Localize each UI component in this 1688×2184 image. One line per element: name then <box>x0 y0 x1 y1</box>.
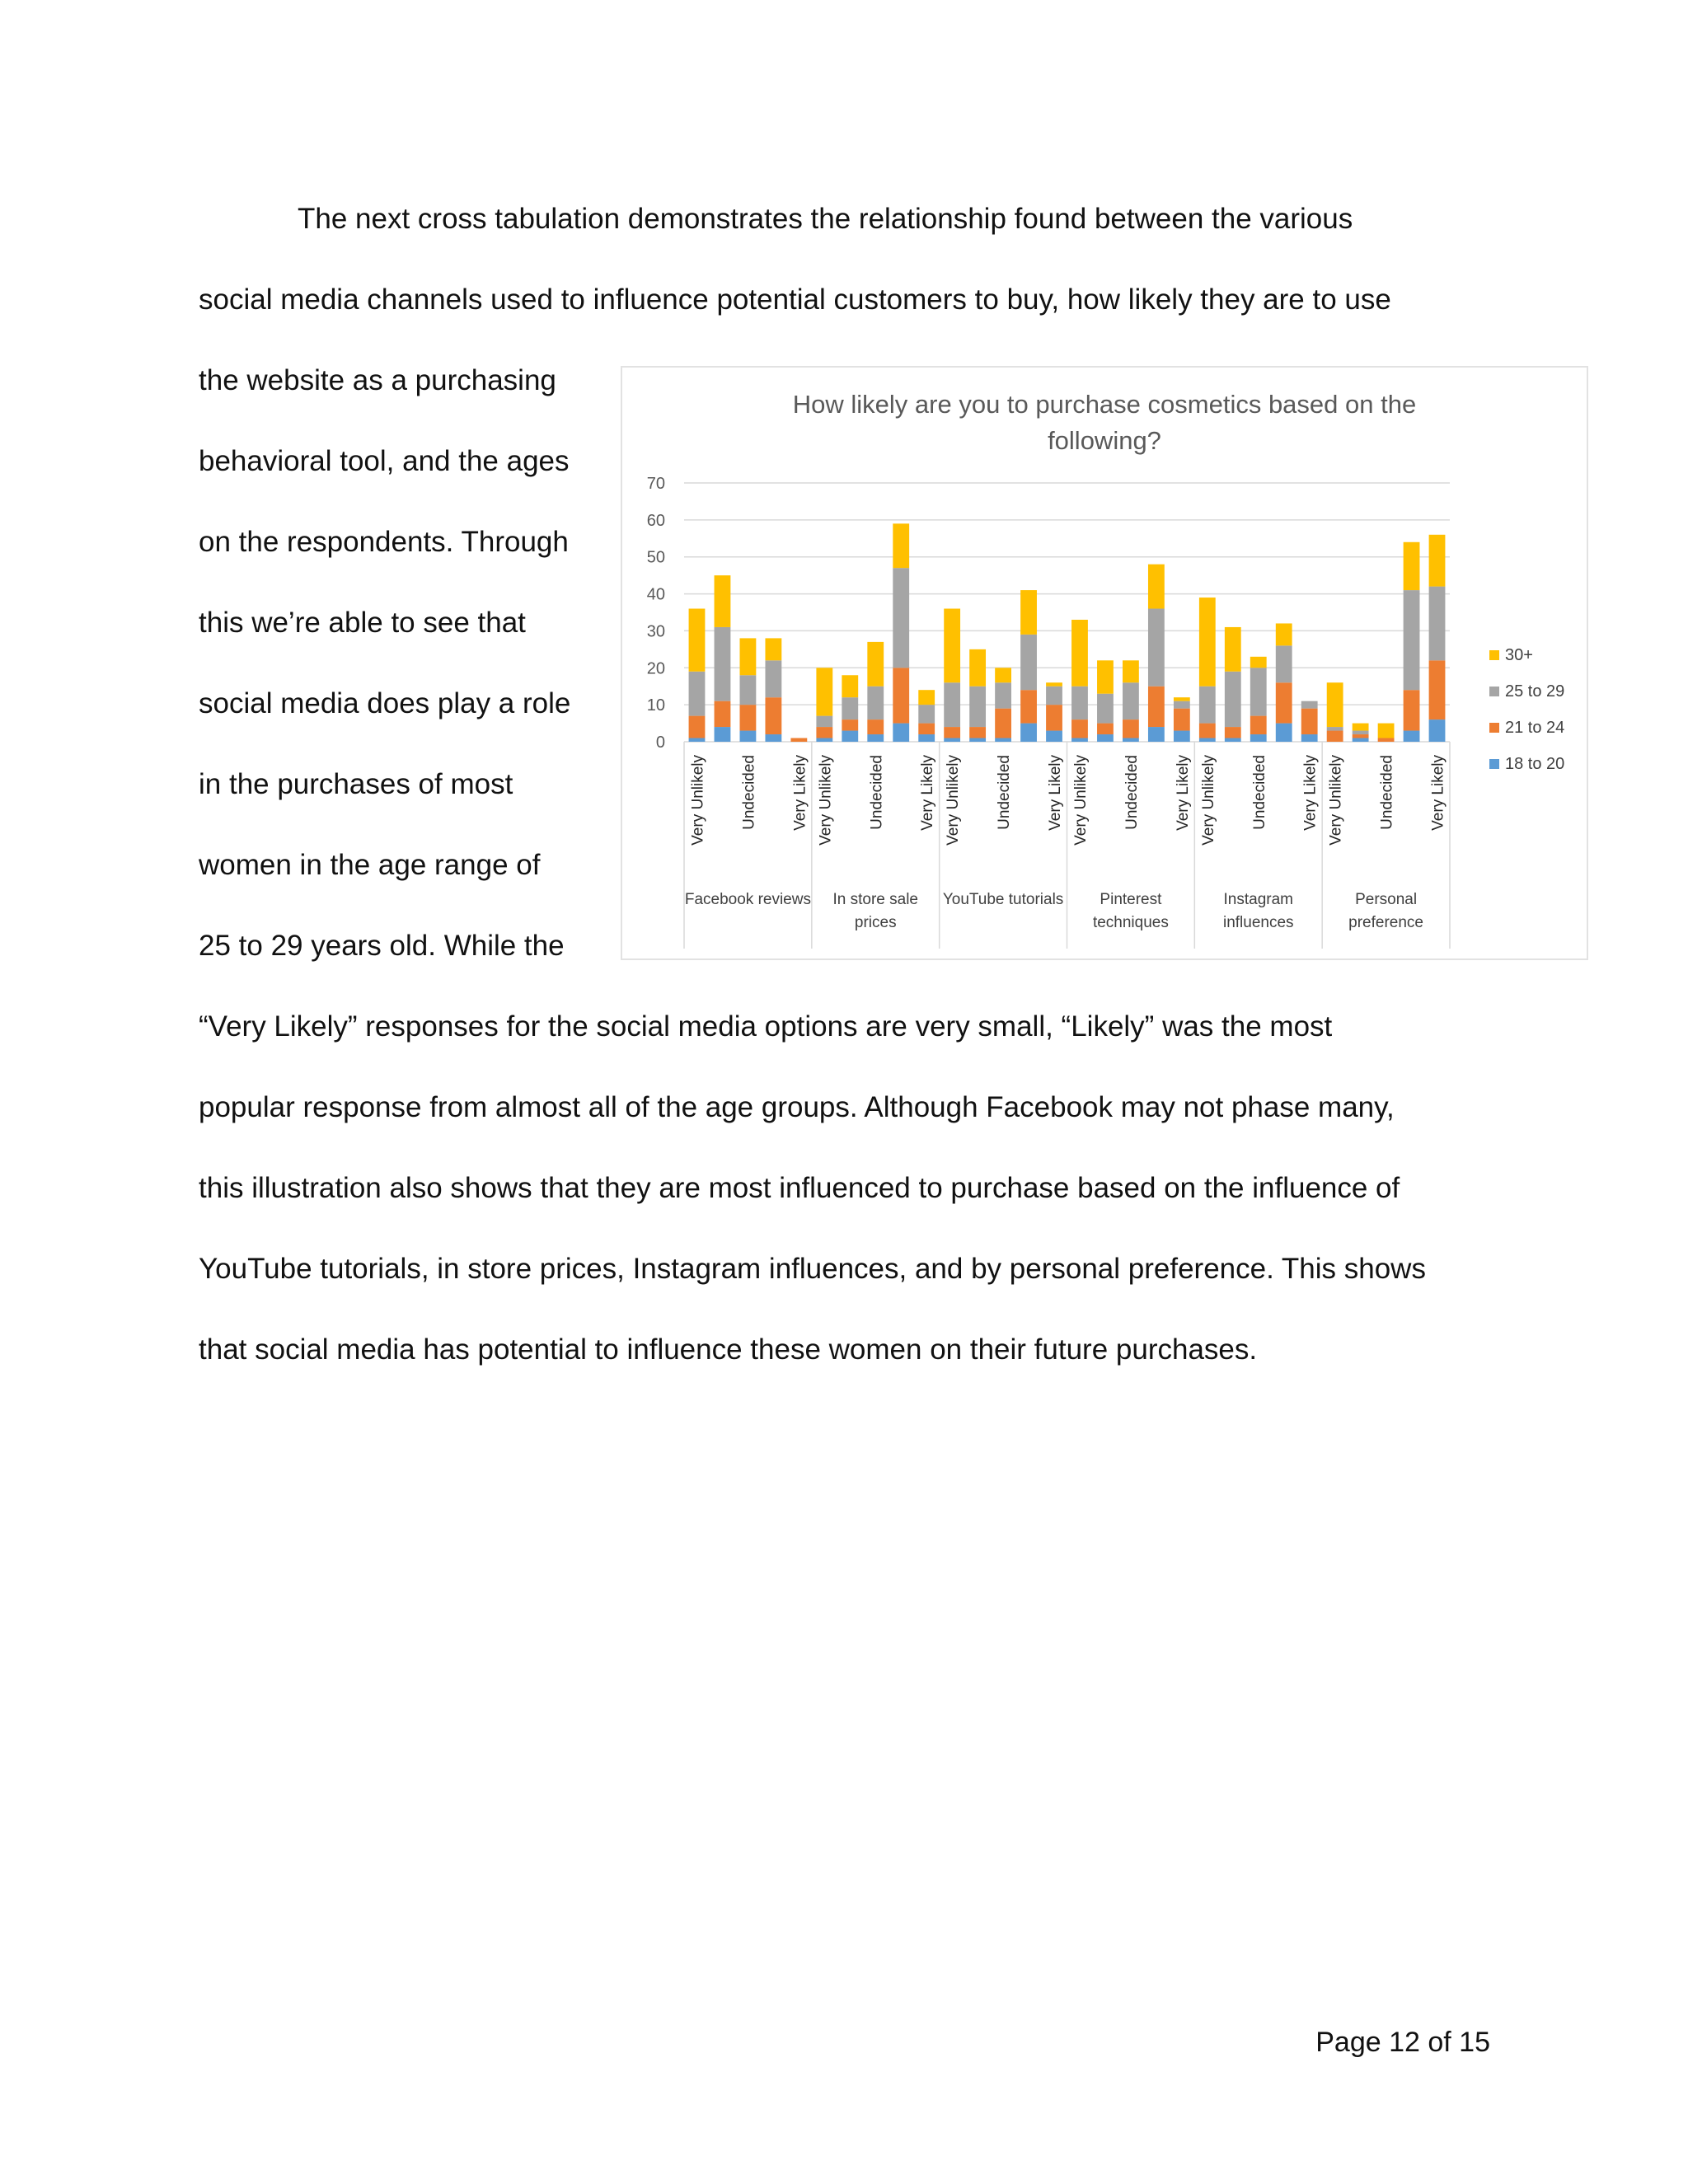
bar-segment <box>715 575 731 627</box>
bar-segment <box>765 734 781 742</box>
bar-segment <box>816 727 832 738</box>
paragraph-line: The next cross tabulation demonstrates the relationship found between the various <box>298 203 1353 235</box>
bar-segment <box>1327 731 1343 742</box>
bar-segment <box>1429 535 1446 587</box>
bar-segment <box>1225 727 1241 738</box>
bar-segment <box>1046 682 1062 686</box>
bar-segment <box>1276 682 1292 723</box>
x-category-label: Very Unlikely <box>1199 755 1217 846</box>
bar-segment <box>1071 620 1088 687</box>
bar-segment <box>715 701 731 727</box>
bar-segment <box>1404 542 1420 590</box>
bar-segment <box>816 738 832 742</box>
legend-swatch <box>1489 650 1499 660</box>
bar-segment <box>1020 590 1037 635</box>
bar-segment <box>1097 694 1114 724</box>
chart-figure <box>621 366 1588 960</box>
bar-segment <box>765 660 781 697</box>
x-category-label: Very Unlikely <box>817 755 835 846</box>
bar-segment <box>1250 668 1267 715</box>
x-group-label: techniques <box>1092 914 1169 931</box>
x-category-label: Very Unlikely <box>1327 755 1345 846</box>
bar-segment <box>1071 687 1088 719</box>
bar-segment <box>740 675 757 705</box>
bar-segment <box>1123 719 1139 738</box>
bar-segment <box>1046 705 1062 730</box>
bar-segment <box>1174 731 1190 742</box>
paragraph-line: in the purchases of most <box>199 768 513 800</box>
x-category-label: Very Unlikely <box>1071 755 1090 846</box>
x-category-label: Very Likely <box>919 755 937 831</box>
paragraph-line: 25 to 29 years old. While the <box>199 930 565 962</box>
bar-segment <box>944 682 960 727</box>
paragraph-line: that social media has potential to influence these women on their future purchases. <box>199 1333 1258 1366</box>
bar-segment <box>893 568 909 668</box>
bar-segment <box>1097 734 1114 742</box>
x-group-label: In store sale <box>832 891 918 908</box>
paragraph-line: YouTube tutorials, in store prices, Instagram influences, and by personal preference. This shows <box>199 1253 1426 1285</box>
stacked-bar-chart <box>622 368 1587 958</box>
bar-segment <box>969 649 986 687</box>
bar-segment <box>1097 724 1114 734</box>
bar-segment <box>1020 724 1037 742</box>
bar-segment <box>918 690 935 705</box>
x-group-label: influences <box>1222 914 1294 931</box>
x-category-label: Undecided <box>740 755 758 830</box>
x-group-label: YouTube tutorials <box>942 891 1064 908</box>
bar-segment <box>1123 738 1139 742</box>
page-number: Page 12 of 15 <box>1315 2027 1490 2058</box>
bar-segment <box>689 738 706 742</box>
x-category-label: Very Likely <box>791 755 809 831</box>
bar-segment <box>1429 587 1446 661</box>
legend-swatch <box>1489 687 1499 696</box>
bar-segment <box>918 724 935 734</box>
bar-segment <box>944 738 960 742</box>
bar-segment <box>765 697 781 734</box>
bar-segment <box>842 719 858 730</box>
bar-segment <box>1276 724 1292 742</box>
x-category-label: Undecided <box>1378 754 1396 830</box>
bar-segment <box>816 668 832 715</box>
bar-segment <box>995 738 1011 742</box>
bar-segment <box>765 638 781 660</box>
bar-segment <box>1301 701 1318 709</box>
bar-segment <box>715 727 731 742</box>
bar-segment <box>1020 635 1037 690</box>
y-tick-label: 60 <box>646 511 665 530</box>
bar-segment <box>1353 738 1369 742</box>
x-group-label: Instagram <box>1223 891 1293 908</box>
bar-segment <box>1097 660 1114 693</box>
legend-label: 18 to 20 <box>1505 755 1565 773</box>
bar-segment <box>689 716 706 738</box>
paragraph-line: social media does play a role <box>199 687 571 719</box>
bar-segment <box>1404 731 1420 742</box>
bar-segment <box>842 675 858 697</box>
chart-title: following? <box>1048 426 1161 455</box>
bar-segment <box>1378 738 1395 742</box>
bar-segment <box>867 719 884 734</box>
bar-segment <box>1225 738 1241 742</box>
bar-segment <box>1353 734 1369 738</box>
bar-segment <box>1276 645 1292 682</box>
bar-segment <box>1429 660 1446 719</box>
bar-segment <box>1174 697 1190 701</box>
bar-segment <box>1046 731 1062 742</box>
bar-segment <box>1123 682 1139 719</box>
bar-segment <box>790 738 807 742</box>
bar-segment <box>1353 731 1369 734</box>
y-tick-label: 10 <box>646 696 665 715</box>
legend-label: 21 to 24 <box>1505 719 1565 737</box>
x-category-label: Undecided <box>996 755 1014 830</box>
bar-segment <box>1174 701 1190 709</box>
x-group-label: Facebook reviews <box>684 891 811 908</box>
bar-segment <box>740 705 757 730</box>
paragraph-line: behavioral tool, and the ages <box>199 445 570 477</box>
bar-segment <box>1327 682 1343 727</box>
bar-segment <box>918 705 935 723</box>
bar-segment <box>689 672 706 716</box>
y-tick-label: 70 <box>646 475 665 493</box>
bar-segment <box>1250 716 1267 734</box>
bar-segment <box>842 697 858 719</box>
bar-segment <box>1199 738 1216 742</box>
bar-segment <box>1199 687 1216 724</box>
y-tick-label: 0 <box>655 733 665 752</box>
bar-segment <box>969 687 986 727</box>
x-category-label: Very Likely <box>1047 755 1065 831</box>
paragraph-line: “Very Likely” responses for the social media options are very small, “Likely” was the most <box>199 1010 1333 1043</box>
bar-segment <box>995 668 1011 682</box>
paragraph-line: on the respondents. Through <box>199 526 569 558</box>
bar-segment <box>1301 709 1318 734</box>
y-tick-label: 30 <box>646 622 665 641</box>
bar-segment <box>969 727 986 738</box>
bar-segment <box>1020 690 1037 723</box>
bar-segment <box>1250 734 1267 742</box>
legend-swatch <box>1489 723 1499 733</box>
bar-segment <box>1071 719 1088 738</box>
bar-segment <box>1276 623 1292 645</box>
paragraph-line: this we’re able to see that <box>199 607 526 639</box>
paragraph-line: social media channels used to influence potential customers to buy, how likely they are to use <box>199 284 1391 316</box>
x-category-label: Undecided <box>1250 755 1268 830</box>
bar-segment <box>867 687 884 719</box>
bar-segment <box>1327 727 1343 730</box>
x-category-label: Undecided <box>1123 755 1141 830</box>
bar-segment <box>1301 734 1318 742</box>
paragraph-line: this illustration also shows that they are most influenced to purchase based on the influence of <box>199 1172 1400 1204</box>
bar-segment <box>867 734 884 742</box>
bar-segment <box>1046 687 1062 705</box>
bar-segment <box>944 727 960 738</box>
x-group-label: Pinterest <box>1100 891 1162 908</box>
bar-segment <box>995 709 1011 738</box>
x-category-label: Very Likely <box>1174 755 1192 831</box>
bar-segment <box>715 627 731 701</box>
bar-segment <box>1148 565 1165 609</box>
bar-segment <box>1429 719 1446 742</box>
bar-segment <box>1225 627 1241 672</box>
bar-segment <box>867 642 884 687</box>
x-category-label: Undecided <box>868 755 886 830</box>
bar-segment <box>1071 738 1088 742</box>
paragraph-line: the website as a purchasing <box>199 364 556 396</box>
bar-segment <box>918 734 935 742</box>
bar-segment <box>1225 672 1241 727</box>
bar-segment <box>689 609 706 672</box>
bar-segment <box>1123 660 1139 682</box>
paragraph-line: women in the age range of <box>199 849 541 881</box>
legend-swatch <box>1489 759 1499 769</box>
legend-label: 25 to 29 <box>1505 682 1565 701</box>
x-category-label: Very Likely <box>1429 754 1447 831</box>
x-category-label: Very Unlikely <box>945 755 963 846</box>
bar-segment <box>893 668 909 723</box>
x-group-label: Personal <box>1355 891 1418 908</box>
y-tick-label: 40 <box>646 585 665 604</box>
bar-segment <box>1148 727 1165 742</box>
bar-segment <box>842 731 858 742</box>
bar-segment <box>944 609 960 683</box>
x-category-label: Very Unlikely <box>689 755 707 846</box>
y-tick-label: 20 <box>646 659 665 678</box>
bar-segment <box>893 523 909 568</box>
bar-segment <box>816 716 832 727</box>
x-group-label: prices <box>854 914 897 931</box>
legend-label: 30+ <box>1505 646 1533 664</box>
x-group-label: preference <box>1348 914 1424 931</box>
x-category-label: Very Likely <box>1301 755 1320 831</box>
bar-segment <box>1250 657 1267 668</box>
chart-title: How likely are you to purchase cosmetics based on the <box>792 390 1417 419</box>
bar-segment <box>995 682 1011 708</box>
bar-segment <box>893 724 909 742</box>
y-tick-label: 50 <box>646 548 665 567</box>
bar-segment <box>1199 598 1216 687</box>
paragraph-line: popular response from almost all of the age groups. Although Facebook may not phase many, <box>199 1091 1395 1123</box>
bar-segment <box>1148 609 1165 687</box>
bar-segment <box>1378 724 1395 738</box>
bar-segment <box>1404 590 1420 690</box>
bar-segment <box>1353 724 1369 731</box>
bar-segment <box>1199 724 1216 738</box>
bar-segment <box>969 738 986 742</box>
bar-segment <box>1404 690 1420 730</box>
bar-segment <box>1148 687 1165 727</box>
bar-segment <box>740 638 757 675</box>
bar-segment <box>1174 709 1190 731</box>
bar-segment <box>740 731 757 742</box>
